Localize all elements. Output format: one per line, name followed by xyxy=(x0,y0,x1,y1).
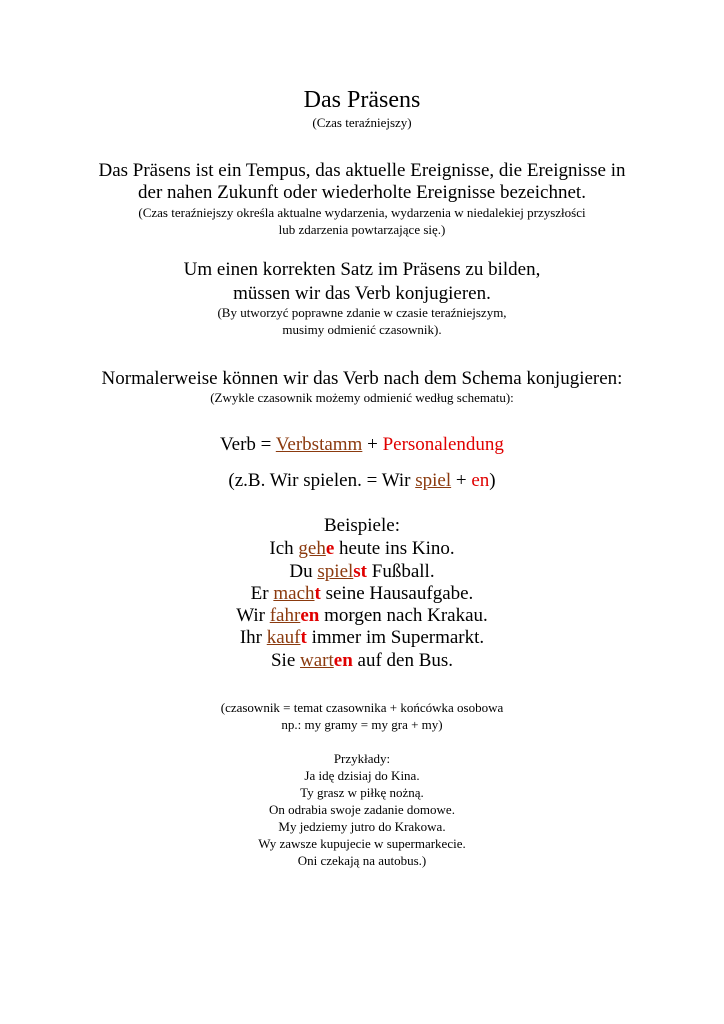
example-stem: spiel xyxy=(415,470,452,491)
beispiel-post: immer im Supermarkt. xyxy=(306,627,485,648)
beispiel-pre: Ich xyxy=(269,538,299,559)
polish-note-line-2: np.: my gramy = my gra + my) xyxy=(281,717,443,732)
beispiel-line xyxy=(0,650,724,672)
beispiel-stem: wart xyxy=(300,650,334,671)
przyklady-heading: Przykłady: xyxy=(333,751,391,766)
formula-verb: Verb = xyxy=(220,434,276,455)
beispiel-ending: t xyxy=(300,627,307,648)
beispiel-ending: en xyxy=(300,605,320,626)
page-subtitle: (Czas teraźniejszy) xyxy=(312,115,412,130)
przyklad-line: Oni czekają na autobus.) xyxy=(297,853,427,868)
beispiel-post: morgen nach Krakau. xyxy=(319,605,488,626)
beispiel-post: Fußball. xyxy=(367,561,435,582)
intro-pl-line-2: lub zdarzenia powtarzające się.) xyxy=(278,222,446,237)
section2-pl-line-1: (By utworzyć poprawne zdanie w czasie teraźniejszym, xyxy=(217,305,507,320)
formula-example xyxy=(0,470,724,492)
polish-note-line-1: (czasownik = temat czasownika + końcówka osobowa xyxy=(220,700,504,715)
example-plus: + xyxy=(451,470,472,491)
beispiel-ending: en xyxy=(333,650,353,671)
beispiel-ending: e xyxy=(325,538,335,559)
przyklad-line: Ja idę dzisiaj do Kina. xyxy=(304,768,420,783)
beispiel-pre: Er xyxy=(250,583,274,604)
beispiel-line xyxy=(0,561,724,583)
beispiel-line xyxy=(0,538,724,560)
beispiel-pre: Wir xyxy=(236,605,270,626)
example-prefix: (z.B. Wir spielen. = Wir xyxy=(228,470,416,491)
beispiel-pre: Sie xyxy=(270,650,300,671)
example-ending: en xyxy=(471,470,490,491)
section2-de-line-2: müssen wir das Verb konjugieren. xyxy=(233,283,491,304)
przyklad-line: On odrabia swoje zadanie domowe. xyxy=(269,802,455,817)
section3-de: Normalerweise können wir das Verb nach dem Schema konjugieren: xyxy=(101,368,623,389)
beispiel-ending: t xyxy=(314,583,321,604)
beispiel-post: auf den Bus. xyxy=(352,650,454,671)
page-title: Das Präsens xyxy=(303,87,421,113)
beispiel-line xyxy=(0,605,724,627)
przyklad-line: Ty grasz w piłkę nożną. xyxy=(300,785,424,800)
beispiel-stem: geh xyxy=(298,538,326,559)
beispiel-pre: Ihr xyxy=(239,627,267,648)
intro-de-line-1: Das Präsens ist ein Tempus, das aktuelle Ereignisse, die Ereignisse in xyxy=(98,160,626,181)
formula-ending: Personalendung xyxy=(382,434,504,455)
beispiel-pre: Du xyxy=(289,561,318,582)
beispiele-heading: Beispiele: xyxy=(324,515,400,536)
beispiel-stem: spiel xyxy=(317,561,354,582)
section2-pl-line-2: musimy odmienić czasownik). xyxy=(282,322,442,337)
beispiel-stem: fahr xyxy=(269,605,301,626)
beispiel-post: heute ins Kino. xyxy=(334,538,455,559)
beispiel-stem: mach xyxy=(273,583,315,604)
beispiel-stem: kauf xyxy=(266,627,301,648)
przyklad-line: Wy zawsze kupujecie w supermarkecie. xyxy=(258,836,466,851)
beispiel-ending: st xyxy=(353,561,368,582)
formula xyxy=(0,434,724,456)
intro-de-line-2: der nahen Zukunft oder wiederholte Ereignisse bezeichnet. xyxy=(138,182,586,203)
beispiel-post: seine Hausaufgabe. xyxy=(320,583,474,604)
section2-de-line-1: Um einen korrekten Satz im Präsens zu bilden, xyxy=(183,259,541,280)
beispiel-line xyxy=(0,627,724,649)
section3-pl: (Zwykle czasownik możemy odmienić według schematu): xyxy=(210,390,514,405)
beispiel-line xyxy=(0,583,724,605)
przyklad-line: My jedziemy jutro do Krakowa. xyxy=(278,819,446,834)
formula-plus: + xyxy=(362,434,383,455)
intro-pl-line-1: (Czas teraźniejszy określa aktualne wydarzenia, wydarzenia w niedalekiej przyszłości xyxy=(138,205,586,220)
example-suffix: ) xyxy=(489,470,496,491)
formula-stem: Verbstamm xyxy=(275,434,363,455)
